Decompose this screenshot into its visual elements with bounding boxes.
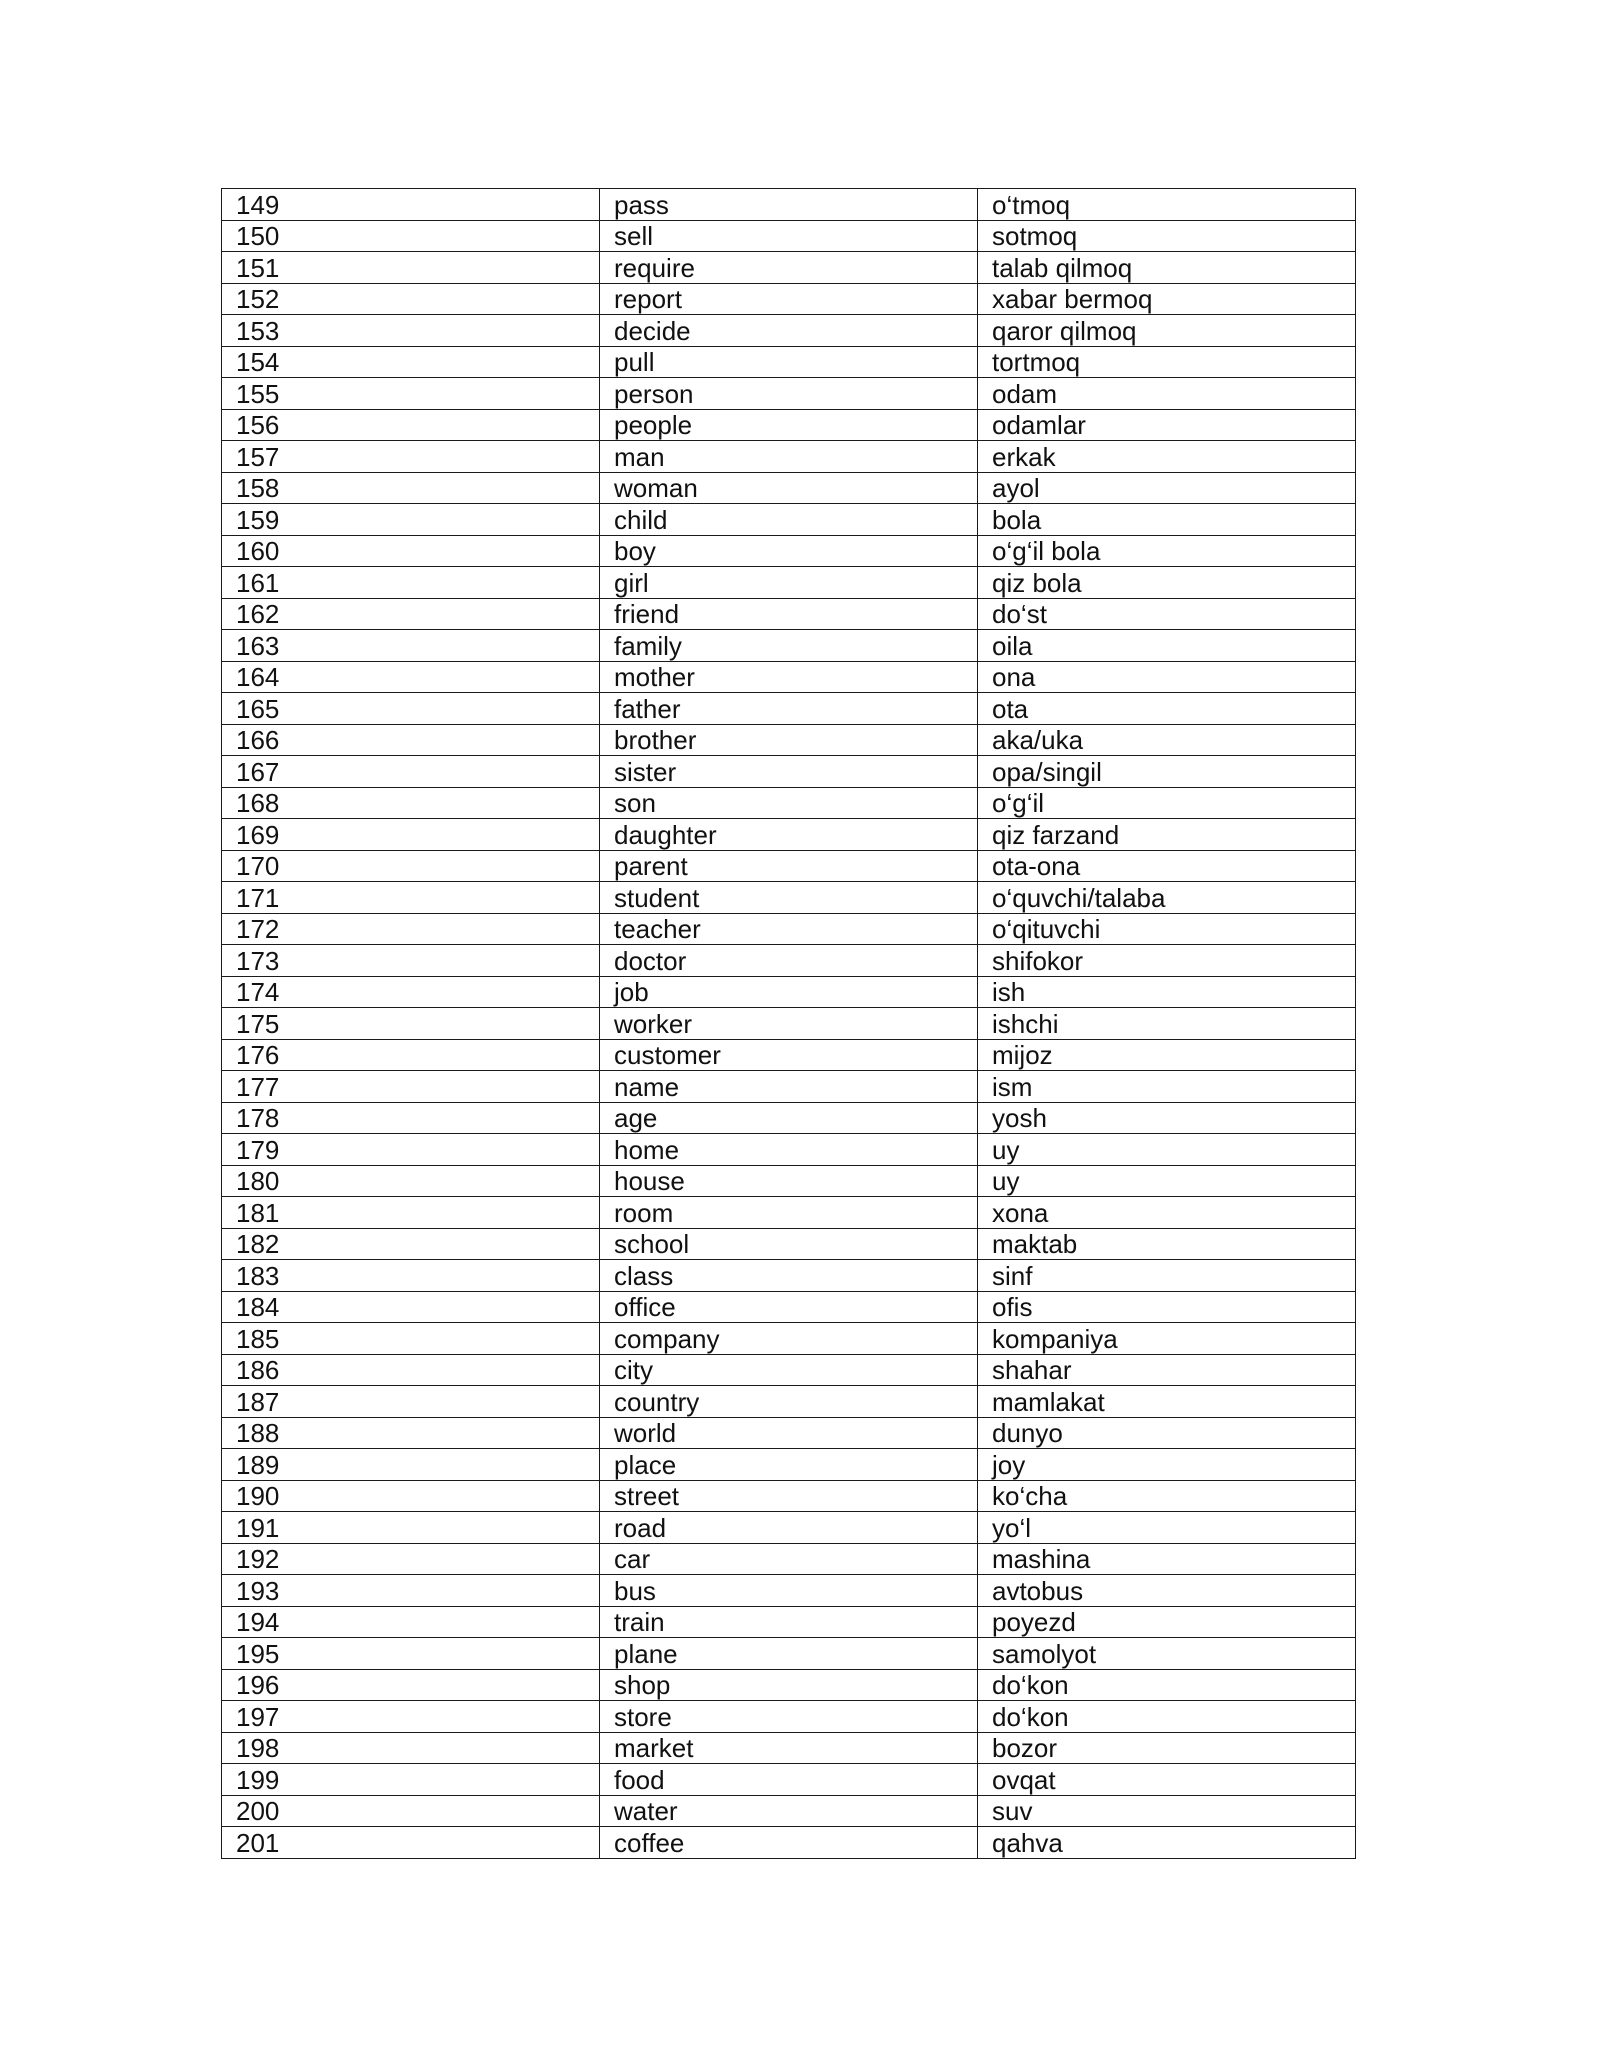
english-word-cell: office bbox=[600, 1291, 978, 1323]
table-row bbox=[222, 1260, 1356, 1292]
english-word-cell: car bbox=[600, 1543, 978, 1575]
table-row bbox=[222, 189, 1356, 221]
english-word-cell: food bbox=[600, 1764, 978, 1796]
english-word-cell: bus bbox=[600, 1575, 978, 1607]
row-number-cell: 174 bbox=[222, 976, 600, 1008]
uzbek-translation-cell: mashina bbox=[978, 1543, 1356, 1575]
uzbek-translation-cell: odam bbox=[978, 378, 1356, 410]
uzbek-translation-cell: maktab bbox=[978, 1228, 1356, 1260]
table-row bbox=[222, 1827, 1356, 1859]
row-number-cell: 163 bbox=[222, 630, 600, 662]
uzbek-translation-cell: bola bbox=[978, 504, 1356, 536]
row-number-cell: 165 bbox=[222, 693, 600, 725]
english-word-cell: decide bbox=[600, 315, 978, 347]
uzbek-translation-cell: dunyo bbox=[978, 1417, 1356, 1449]
table-row bbox=[222, 315, 1356, 347]
row-number-cell: 166 bbox=[222, 724, 600, 756]
table-row bbox=[222, 1732, 1356, 1764]
row-number-cell: 184 bbox=[222, 1291, 600, 1323]
english-word-cell: person bbox=[600, 378, 978, 410]
uzbek-translation-cell: shifokor bbox=[978, 945, 1356, 977]
table-row bbox=[222, 1134, 1356, 1166]
english-word-cell: country bbox=[600, 1386, 978, 1418]
uzbek-translation-cell: ofis bbox=[978, 1291, 1356, 1323]
english-word-cell: world bbox=[600, 1417, 978, 1449]
table-row bbox=[222, 283, 1356, 315]
english-word-cell: coffee bbox=[600, 1827, 978, 1859]
uzbek-translation-cell: do‘kon bbox=[978, 1701, 1356, 1733]
uzbek-translation-cell: ota-ona bbox=[978, 850, 1356, 882]
table-row bbox=[222, 504, 1356, 536]
english-word-cell: son bbox=[600, 787, 978, 819]
english-word-cell: man bbox=[600, 441, 978, 473]
english-word-cell: require bbox=[600, 252, 978, 284]
table-row bbox=[222, 1543, 1356, 1575]
table-row bbox=[222, 409, 1356, 441]
row-number-cell: 153 bbox=[222, 315, 600, 347]
table-row bbox=[222, 252, 1356, 284]
table-row bbox=[222, 1323, 1356, 1355]
english-word-cell: woman bbox=[600, 472, 978, 504]
table-row bbox=[222, 976, 1356, 1008]
table-row bbox=[222, 598, 1356, 630]
row-number-cell: 158 bbox=[222, 472, 600, 504]
uzbek-translation-cell: qiz bola bbox=[978, 567, 1356, 599]
uzbek-translation-cell: opa/singil bbox=[978, 756, 1356, 788]
row-number-cell: 179 bbox=[222, 1134, 600, 1166]
row-number-cell: 186 bbox=[222, 1354, 600, 1386]
english-word-cell: market bbox=[600, 1732, 978, 1764]
english-word-cell: name bbox=[600, 1071, 978, 1103]
english-word-cell: girl bbox=[600, 567, 978, 599]
uzbek-translation-cell: mijoz bbox=[978, 1039, 1356, 1071]
row-number-cell: 175 bbox=[222, 1008, 600, 1040]
row-number-cell: 188 bbox=[222, 1417, 600, 1449]
english-word-cell: company bbox=[600, 1323, 978, 1355]
uzbek-translation-cell: uy bbox=[978, 1134, 1356, 1166]
english-word-cell: plane bbox=[600, 1638, 978, 1670]
table-row bbox=[222, 220, 1356, 252]
row-number-cell: 183 bbox=[222, 1260, 600, 1292]
uzbek-translation-cell: ishchi bbox=[978, 1008, 1356, 1040]
row-number-cell: 164 bbox=[222, 661, 600, 693]
uzbek-translation-cell: sinf bbox=[978, 1260, 1356, 1292]
english-word-cell: school bbox=[600, 1228, 978, 1260]
english-word-cell: parent bbox=[600, 850, 978, 882]
english-word-cell: city bbox=[600, 1354, 978, 1386]
english-word-cell: home bbox=[600, 1134, 978, 1166]
uzbek-translation-cell: o‘qituvchi bbox=[978, 913, 1356, 945]
row-number-cell: 191 bbox=[222, 1512, 600, 1544]
uzbek-translation-cell: qaror qilmoq bbox=[978, 315, 1356, 347]
table-row bbox=[222, 1606, 1356, 1638]
table-row bbox=[222, 787, 1356, 819]
row-number-cell: 156 bbox=[222, 409, 600, 441]
table-row bbox=[222, 1449, 1356, 1481]
english-word-cell: daughter bbox=[600, 819, 978, 851]
row-number-cell: 168 bbox=[222, 787, 600, 819]
english-word-cell: sister bbox=[600, 756, 978, 788]
row-number-cell: 182 bbox=[222, 1228, 600, 1260]
table-row bbox=[222, 1512, 1356, 1544]
row-number-cell: 201 bbox=[222, 1827, 600, 1859]
english-word-cell: brother bbox=[600, 724, 978, 756]
table-row bbox=[222, 1039, 1356, 1071]
english-word-cell: age bbox=[600, 1102, 978, 1134]
uzbek-translation-cell: yo‘l bbox=[978, 1512, 1356, 1544]
uzbek-translation-cell: o‘quvchi/talaba bbox=[978, 882, 1356, 914]
table-row bbox=[222, 1354, 1356, 1386]
row-number-cell: 185 bbox=[222, 1323, 600, 1355]
table-row bbox=[222, 567, 1356, 599]
uzbek-translation-cell: o‘tmoq bbox=[978, 189, 1356, 221]
english-word-cell: pass bbox=[600, 189, 978, 221]
english-word-cell: boy bbox=[600, 535, 978, 567]
english-word-cell: room bbox=[600, 1197, 978, 1229]
english-word-cell: sell bbox=[600, 220, 978, 252]
table-row bbox=[222, 535, 1356, 567]
table-row bbox=[222, 1701, 1356, 1733]
english-word-cell: store bbox=[600, 1701, 978, 1733]
row-number-cell: 170 bbox=[222, 850, 600, 882]
english-word-cell: place bbox=[600, 1449, 978, 1481]
row-number-cell: 196 bbox=[222, 1669, 600, 1701]
uzbek-translation-cell: ko‘cha bbox=[978, 1480, 1356, 1512]
uzbek-translation-cell: o‘g‘il bbox=[978, 787, 1356, 819]
row-number-cell: 152 bbox=[222, 283, 600, 315]
row-number-cell: 173 bbox=[222, 945, 600, 977]
english-word-cell: train bbox=[600, 1606, 978, 1638]
table-row bbox=[222, 945, 1356, 977]
uzbek-translation-cell: qiz farzand bbox=[978, 819, 1356, 851]
uzbek-translation-cell: mamlakat bbox=[978, 1386, 1356, 1418]
row-number-cell: 161 bbox=[222, 567, 600, 599]
table-row bbox=[222, 756, 1356, 788]
uzbek-translation-cell: bozor bbox=[978, 1732, 1356, 1764]
table-row bbox=[222, 661, 1356, 693]
row-number-cell: 193 bbox=[222, 1575, 600, 1607]
uzbek-translation-cell: sotmoq bbox=[978, 220, 1356, 252]
uzbek-translation-cell: tortmoq bbox=[978, 346, 1356, 378]
table-row bbox=[222, 1071, 1356, 1103]
uzbek-translation-cell: odamlar bbox=[978, 409, 1356, 441]
uzbek-translation-cell: ona bbox=[978, 661, 1356, 693]
uzbek-translation-cell: o‘g‘il bola bbox=[978, 535, 1356, 567]
english-word-cell: customer bbox=[600, 1039, 978, 1071]
english-word-cell: father bbox=[600, 693, 978, 725]
uzbek-translation-cell: kompaniya bbox=[978, 1323, 1356, 1355]
uzbek-translation-cell: do‘st bbox=[978, 598, 1356, 630]
english-word-cell: shop bbox=[600, 1669, 978, 1701]
row-number-cell: 178 bbox=[222, 1102, 600, 1134]
row-number-cell: 195 bbox=[222, 1638, 600, 1670]
uzbek-translation-cell: uy bbox=[978, 1165, 1356, 1197]
row-number-cell: 190 bbox=[222, 1480, 600, 1512]
table-row bbox=[222, 819, 1356, 851]
row-number-cell: 197 bbox=[222, 1701, 600, 1733]
uzbek-translation-cell: ovqat bbox=[978, 1764, 1356, 1796]
row-number-cell: 155 bbox=[222, 378, 600, 410]
english-word-cell: water bbox=[600, 1795, 978, 1827]
table-row bbox=[222, 1638, 1356, 1670]
table-row bbox=[222, 724, 1356, 756]
table-row bbox=[222, 441, 1356, 473]
row-number-cell: 199 bbox=[222, 1764, 600, 1796]
uzbek-translation-cell: oila bbox=[978, 630, 1356, 662]
english-word-cell: doctor bbox=[600, 945, 978, 977]
row-number-cell: 167 bbox=[222, 756, 600, 788]
table-row bbox=[222, 1575, 1356, 1607]
row-number-cell: 157 bbox=[222, 441, 600, 473]
uzbek-translation-cell: xona bbox=[978, 1197, 1356, 1229]
row-number-cell: 194 bbox=[222, 1606, 600, 1638]
uzbek-translation-cell: do‘kon bbox=[978, 1669, 1356, 1701]
uzbek-translation-cell: xabar bermoq bbox=[978, 283, 1356, 315]
uzbek-translation-cell: joy bbox=[978, 1449, 1356, 1481]
row-number-cell: 154 bbox=[222, 346, 600, 378]
english-word-cell: street bbox=[600, 1480, 978, 1512]
row-number-cell: 151 bbox=[222, 252, 600, 284]
uzbek-translation-cell: ayol bbox=[978, 472, 1356, 504]
english-word-cell: worker bbox=[600, 1008, 978, 1040]
vocabulary-table bbox=[221, 188, 1356, 1859]
english-word-cell: friend bbox=[600, 598, 978, 630]
table-row bbox=[222, 1795, 1356, 1827]
table-row bbox=[222, 472, 1356, 504]
uzbek-translation-cell: avtobus bbox=[978, 1575, 1356, 1607]
table-row bbox=[222, 1764, 1356, 1796]
english-word-cell: people bbox=[600, 409, 978, 441]
table-row bbox=[222, 346, 1356, 378]
english-word-cell: child bbox=[600, 504, 978, 536]
uzbek-translation-cell: shahar bbox=[978, 1354, 1356, 1386]
english-word-cell: family bbox=[600, 630, 978, 662]
uzbek-translation-cell: erkak bbox=[978, 441, 1356, 473]
table-row bbox=[222, 1291, 1356, 1323]
table-row bbox=[222, 1197, 1356, 1229]
table-row bbox=[222, 1165, 1356, 1197]
row-number-cell: 187 bbox=[222, 1386, 600, 1418]
row-number-cell: 162 bbox=[222, 598, 600, 630]
english-word-cell: pull bbox=[600, 346, 978, 378]
uzbek-translation-cell: poyezd bbox=[978, 1606, 1356, 1638]
row-number-cell: 198 bbox=[222, 1732, 600, 1764]
row-number-cell: 200 bbox=[222, 1795, 600, 1827]
english-word-cell: class bbox=[600, 1260, 978, 1292]
table-row bbox=[222, 378, 1356, 410]
table-row bbox=[222, 1669, 1356, 1701]
row-number-cell: 177 bbox=[222, 1071, 600, 1103]
english-word-cell: mother bbox=[600, 661, 978, 693]
english-word-cell: road bbox=[600, 1512, 978, 1544]
vocabulary-table-body bbox=[222, 189, 1356, 1859]
uzbek-translation-cell: samolyot bbox=[978, 1638, 1356, 1670]
table-row bbox=[222, 882, 1356, 914]
uzbek-translation-cell: suv bbox=[978, 1795, 1356, 1827]
english-word-cell: student bbox=[600, 882, 978, 914]
table-row bbox=[222, 630, 1356, 662]
table-row bbox=[222, 1480, 1356, 1512]
table-row bbox=[222, 1417, 1356, 1449]
row-number-cell: 149 bbox=[222, 189, 600, 221]
table-row bbox=[222, 850, 1356, 882]
row-number-cell: 160 bbox=[222, 535, 600, 567]
row-number-cell: 169 bbox=[222, 819, 600, 851]
uzbek-translation-cell: yosh bbox=[978, 1102, 1356, 1134]
row-number-cell: 180 bbox=[222, 1165, 600, 1197]
row-number-cell: 181 bbox=[222, 1197, 600, 1229]
row-number-cell: 172 bbox=[222, 913, 600, 945]
table-row bbox=[222, 1008, 1356, 1040]
table-row bbox=[222, 1386, 1356, 1418]
row-number-cell: 176 bbox=[222, 1039, 600, 1071]
uzbek-translation-cell: ota bbox=[978, 693, 1356, 725]
row-number-cell: 159 bbox=[222, 504, 600, 536]
table-row bbox=[222, 1228, 1356, 1260]
row-number-cell: 171 bbox=[222, 882, 600, 914]
english-word-cell: report bbox=[600, 283, 978, 315]
table-row bbox=[222, 913, 1356, 945]
uzbek-translation-cell: ism bbox=[978, 1071, 1356, 1103]
table-row bbox=[222, 1102, 1356, 1134]
table-row bbox=[222, 693, 1356, 725]
row-number-cell: 150 bbox=[222, 220, 600, 252]
row-number-cell: 189 bbox=[222, 1449, 600, 1481]
english-word-cell: house bbox=[600, 1165, 978, 1197]
uzbek-translation-cell: qahva bbox=[978, 1827, 1356, 1859]
uzbek-translation-cell: talab qilmoq bbox=[978, 252, 1356, 284]
english-word-cell: job bbox=[600, 976, 978, 1008]
english-word-cell: teacher bbox=[600, 913, 978, 945]
row-number-cell: 192 bbox=[222, 1543, 600, 1575]
uzbek-translation-cell: aka/uka bbox=[978, 724, 1356, 756]
uzbek-translation-cell: ish bbox=[978, 976, 1356, 1008]
